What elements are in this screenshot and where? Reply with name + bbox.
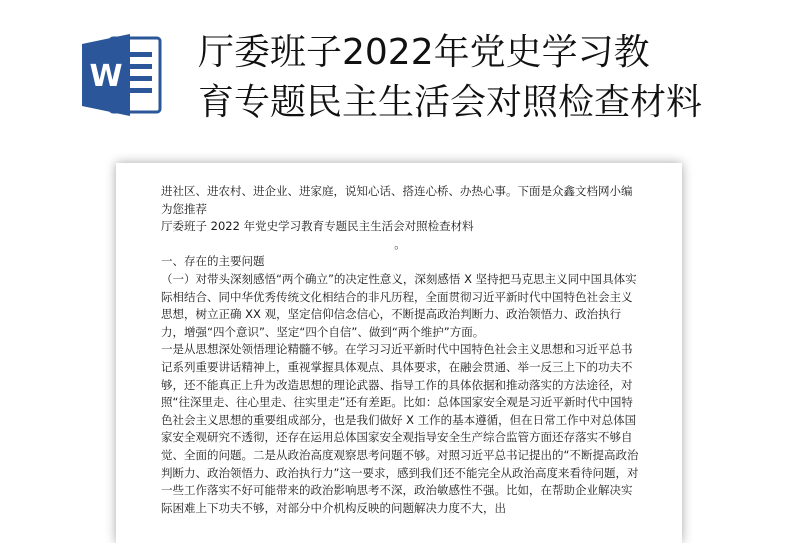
document-page [116, 163, 682, 543]
page-title [198, 28, 778, 128]
document-subtitle: 厅委班子 2022 年党史学习教育专题民主生活会对照检查材料 [161, 219, 474, 234]
word-icon [80, 30, 164, 120]
intro-paragraph: 进社区、进农村、进企业、进家庭，说知心话、搭连心桥、办热心事。下面是众鑫文档网小编为您推荐 [161, 184, 633, 216]
paragraph-1: （一）对带头深刻感悟“两个确立”的决定性意义，深刻感悟 X 坚持把马克思主义同中国具体实际相结合、同中华优秀传统文化相结合的非凡历程，全面贯彻习近平新时代中国特色社会主义思想，树立正确 XX 观，坚定信仰信念信心，不断提高政治判断力、政治领悟力、政治执行力，增强“四个意识”、坚定“四个自信”、做到“两个维护”方面。 [161, 271, 637, 339]
paragraph-2: 一是从思想深处领悟理论精髓不够。在学习习近平新时代中国特色社会主义思想和习近平总书记系列重要讲话精神上，重视掌握具体观点、具体要求，在融会贯通、举一反三上下的功夫不够，还不能真正上升为改造思想的理论武器、指导工作的具体依据和推动落实的方法途径，对照“往深里走、往心里走、往实里走”还有差距。比如：总体国家安全观是习近平新时代中国特色社会主义思想的重要组成部分，也是我们做好 X 工作的基本遵循，但在日常工作中对总体国家安全观研究不透彻，还存在运用总体国家安全观指导安全生产综合监管方面还存落实不够自觉、全面的问题。二是从政治高度观察思考问题不够。对照习近平总书记提出的“不断提高政治判断力、政治领悟力、政治执行力”这一要求，感到我们还不能完全从政治高度来看待问题，对一些工作落实不好可能带来的政治影响思考不深，政治敏感性不强。比如，在帮助企业解决实际困难上下功夫不够，对部分中介机构反映的问题解决力度不大，出 [161, 342, 639, 515]
centered-dot: 。 [394, 236, 406, 251]
header [0, 0, 800, 150]
title-line-1: 厅委班子2022年党史学习教 [198, 32, 650, 73]
title-line-2: 育专题民主生活会对照检查材料 [198, 82, 703, 123]
document-content [161, 183, 639, 517]
section-heading: 一、存在的主要问题 [161, 254, 265, 269]
word-icon-letter: W [89, 59, 123, 94]
